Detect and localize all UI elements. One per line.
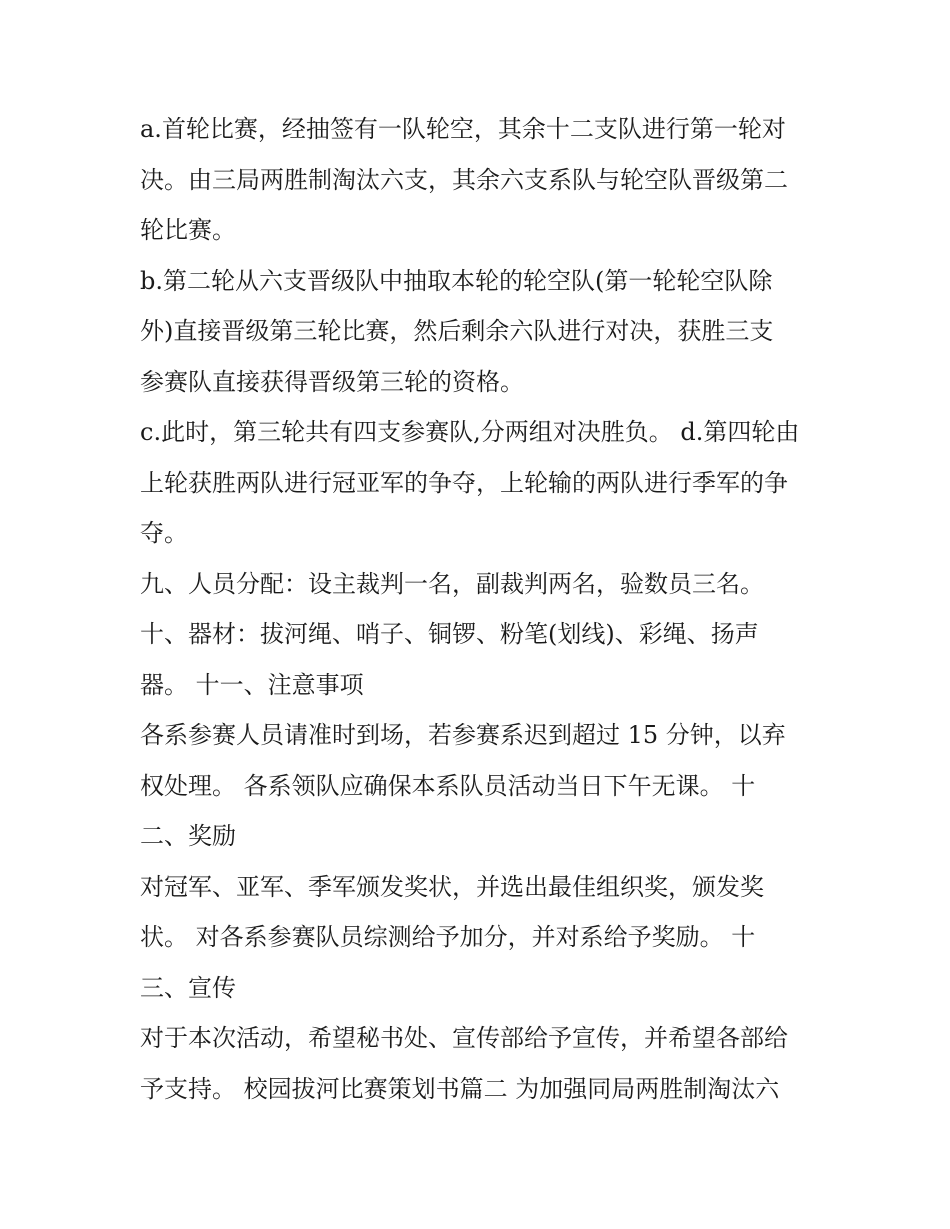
text-line: 对冠军、亚军、季军颁发奖状，并选出最佳组织奖，颁发奖	[140, 872, 764, 901]
text-line: 权处理。 各系领队应确保本系队员活动当日下午无课。 十	[140, 771, 756, 800]
text-line: 参赛队直接获得晋级第三轮的资格。	[140, 367, 524, 396]
text-line: 各系参赛人员请准时到场，若参赛系迟到超过 15 分钟，以弃	[140, 721, 786, 749]
text-line: b.第二轮从六支晋级队中抽取本轮的轮空队(第一轮轮空队除	[140, 266, 773, 295]
text-line: 外)直接晋级第三轮比赛，然后剩余六队进行对决，获胜三支	[140, 317, 774, 345]
text-line: 上轮获胜两队进行冠亚军的争夺，上轮输的两队进行季军的争	[140, 468, 788, 497]
document-body	[140, 104, 830, 1114]
text-line: 十、器材：拔河绳、哨子、铜锣、粉笔(划线)、彩绳、扬声	[140, 620, 759, 648]
text-line: 三、宣传	[140, 973, 236, 1002]
text-line: 九、人员分配：设主裁判一名，副裁判两名，验数员三名。	[140, 569, 764, 598]
text-line: a.首轮比赛，经抽签有一队轮空，其余十二支队进行第一轮对	[140, 115, 786, 143]
text-line: 予支持。 校园拔河比赛策划书篇二 为加强同局两胜制淘汰六	[140, 1074, 780, 1103]
text-line: 决。由三局两胜制淘汰六支，其余六支系队与轮空队晋级第二	[140, 165, 788, 194]
text-line: 夺。	[140, 519, 188, 547]
text-line: 器。 十一、注意事项	[140, 670, 364, 699]
text-line: 二、奖励	[140, 822, 236, 850]
text-line: 状。 对各系参赛队员综测给予加分，并对系给予奖励。 十	[140, 923, 756, 951]
text-line: c.此时，第三轮共有四支参赛队,分两组对决胜负。 d.第四轮由	[140, 418, 800, 446]
text-line: 对于本次活动，希望秘书处、宣传部给予宣传，并希望各部给	[140, 1024, 788, 1052]
text-line: 轮比赛。	[140, 216, 236, 244]
